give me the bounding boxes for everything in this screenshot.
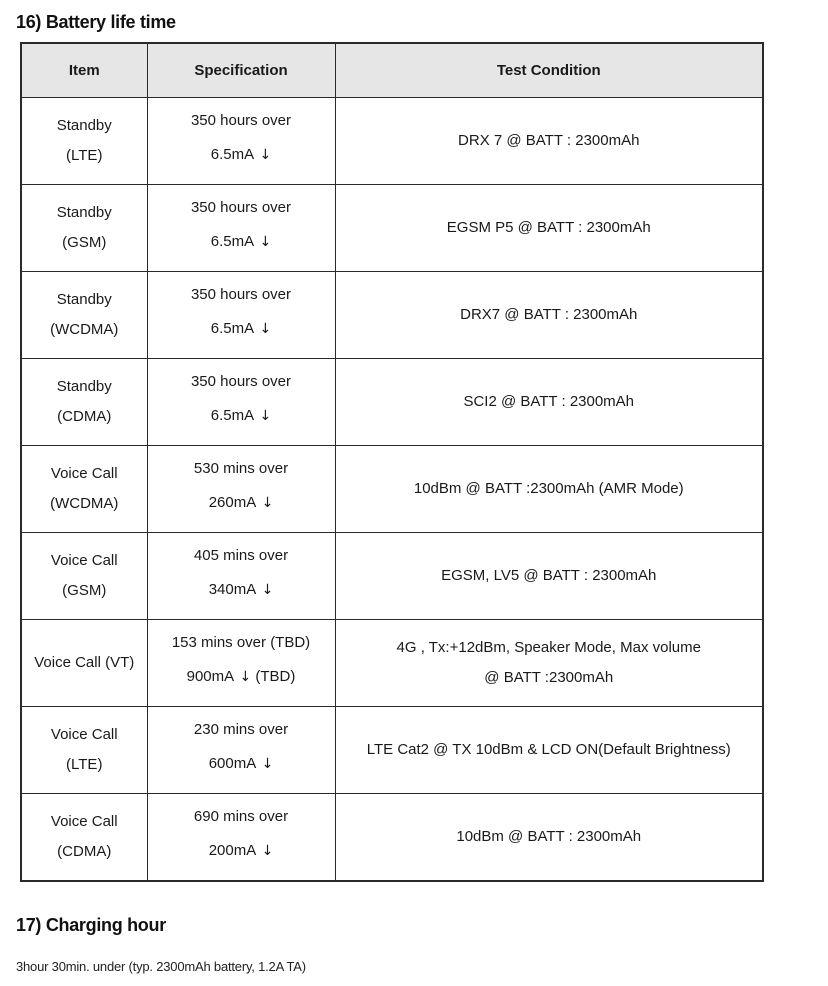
spec-duration: 350 hours over xyxy=(190,199,292,216)
item-line: (WCDMA) xyxy=(50,495,119,512)
spec-current-line xyxy=(211,146,271,164)
item-line: Voice Call (VT) xyxy=(34,654,135,671)
table-row xyxy=(21,272,763,359)
down-arrow-icon: ↓ xyxy=(261,582,274,598)
down-arrow-icon: ↓ xyxy=(261,843,274,859)
spec-current-value: 6.5mA xyxy=(210,146,254,163)
charging-hour-heading: 17) Charging hour xyxy=(16,915,166,935)
test-condition-cell xyxy=(335,446,763,533)
table-row xyxy=(21,620,763,707)
condition-line: 10dBm @ BATT :2300mAh (AMR Mode) xyxy=(413,480,684,497)
spec-current-value: 200mA xyxy=(208,842,256,859)
spec-current-line xyxy=(211,320,271,338)
spec-current-value: 340mA xyxy=(208,581,256,598)
specification-cell xyxy=(147,446,335,533)
item-cell xyxy=(21,794,147,882)
test-condition-cell xyxy=(335,533,763,620)
item-line: (LTE) xyxy=(66,756,103,773)
specification-cell xyxy=(147,185,335,272)
test-condition-cell xyxy=(335,185,763,272)
item-line: (GSM) xyxy=(62,582,107,599)
item-line: Standby xyxy=(56,291,112,308)
item-line: Standby xyxy=(56,117,112,134)
table-row xyxy=(21,794,763,882)
table-row xyxy=(21,707,763,794)
spec-current-line xyxy=(209,581,274,599)
condition-line: DRX 7 @ BATT : 2300mAh xyxy=(458,132,640,149)
down-arrow-icon: ↓ xyxy=(259,408,272,424)
table-header-row xyxy=(21,43,763,98)
condition-line: SCI2 @ BATT : 2300mAh xyxy=(463,393,635,410)
spec-duration: 690 mins over xyxy=(193,808,289,825)
condition-line: EGSM, LV5 @ BATT : 2300mAh xyxy=(441,567,657,584)
battery-life-table xyxy=(20,42,764,882)
condition-line: 4G , Tx:+12dBm, Speaker Mode, Max volume xyxy=(396,639,701,656)
test-condition-cell xyxy=(335,794,763,882)
item-line: Voice Call xyxy=(50,726,118,743)
header-specification: Specification xyxy=(147,43,335,98)
item-cell xyxy=(21,533,147,620)
item-line: Voice Call xyxy=(50,465,118,482)
down-arrow-icon: ↓ xyxy=(259,234,272,250)
table-row xyxy=(21,98,763,185)
charging-hour-text: 3hour 30min. under (typ. 2300mAh battery, 1.2A TA) xyxy=(16,959,306,974)
condition-line: @ BATT :2300mAh xyxy=(484,669,614,686)
specification-cell xyxy=(147,98,335,185)
item-cell xyxy=(21,707,147,794)
item-line: Standby xyxy=(56,204,112,221)
battery-life-heading: 16) Battery life time xyxy=(16,12,176,32)
test-condition-cell xyxy=(335,98,763,185)
item-line: (GSM) xyxy=(62,234,107,251)
item-cell xyxy=(21,446,147,533)
table-row xyxy=(21,446,763,533)
condition-line: DRX7 @ BATT : 2300mAh xyxy=(460,306,638,323)
table-row xyxy=(21,533,763,620)
item-line: Voice Call xyxy=(50,552,118,569)
spec-current-line xyxy=(211,407,271,425)
spec-suffix: (TBD) xyxy=(255,668,296,685)
item-line: (WCDMA) xyxy=(50,321,119,338)
item-cell xyxy=(21,185,147,272)
header-test-condition: Test Condition xyxy=(335,43,763,98)
spec-duration: 230 mins over xyxy=(193,721,289,738)
spec-duration: 350 hours over xyxy=(190,112,292,129)
spec-current-value: 260mA xyxy=(208,494,256,511)
spec-current-value: 6.5mA xyxy=(210,407,254,424)
down-arrow-icon: ↓ xyxy=(261,756,274,772)
spec-current-line xyxy=(209,842,274,860)
table-body xyxy=(21,98,763,882)
item-line: Standby xyxy=(56,378,112,395)
test-condition-cell xyxy=(335,272,763,359)
down-arrow-icon: ↓ xyxy=(259,321,272,337)
test-condition-cell xyxy=(335,620,763,707)
down-arrow-icon: ↓ xyxy=(239,669,252,685)
specification-cell xyxy=(147,359,335,446)
spec-duration: 350 hours over xyxy=(190,373,292,390)
specification-cell xyxy=(147,794,335,882)
spec-duration: 350 hours over xyxy=(190,286,292,303)
specification-cell xyxy=(147,620,335,707)
item-cell xyxy=(21,359,147,446)
condition-line: LTE Cat2 @ TX 10dBm & LCD ON(Default Brightness) xyxy=(366,741,731,758)
spec-current-value: 600mA xyxy=(208,755,256,772)
item-cell xyxy=(21,272,147,359)
test-condition-cell xyxy=(335,707,763,794)
specification-cell xyxy=(147,272,335,359)
spec-current-line xyxy=(209,494,274,512)
table-row xyxy=(21,185,763,272)
specification-cell xyxy=(147,533,335,620)
item-cell xyxy=(21,98,147,185)
spec-current-line xyxy=(187,668,296,686)
item-cell xyxy=(21,620,147,707)
spec-current-value: 6.5mA xyxy=(210,320,254,337)
specification-cell xyxy=(147,707,335,794)
spec-current-value: 6.5mA xyxy=(210,233,254,250)
test-condition-cell xyxy=(335,359,763,446)
down-arrow-icon: ↓ xyxy=(261,495,274,511)
down-arrow-icon: ↓ xyxy=(259,147,272,163)
spec-duration: 530 mins over xyxy=(193,460,289,477)
condition-line: 10dBm @ BATT : 2300mAh xyxy=(456,828,642,845)
item-line: (LTE) xyxy=(66,147,103,164)
item-line: (CDMA) xyxy=(57,843,112,860)
spec-duration: 153 mins over (TBD) xyxy=(171,634,311,651)
item-line: (CDMA) xyxy=(57,408,112,425)
item-line: Voice Call xyxy=(50,813,118,830)
spec-current-line xyxy=(211,233,271,251)
condition-line: EGSM P5 @ BATT : 2300mAh xyxy=(446,219,651,236)
spec-duration: 405 mins over xyxy=(193,547,289,564)
spec-current-line xyxy=(209,755,274,773)
table-row xyxy=(21,359,763,446)
spec-current-value: 900mA xyxy=(186,668,234,685)
header-item: Item xyxy=(21,43,147,98)
